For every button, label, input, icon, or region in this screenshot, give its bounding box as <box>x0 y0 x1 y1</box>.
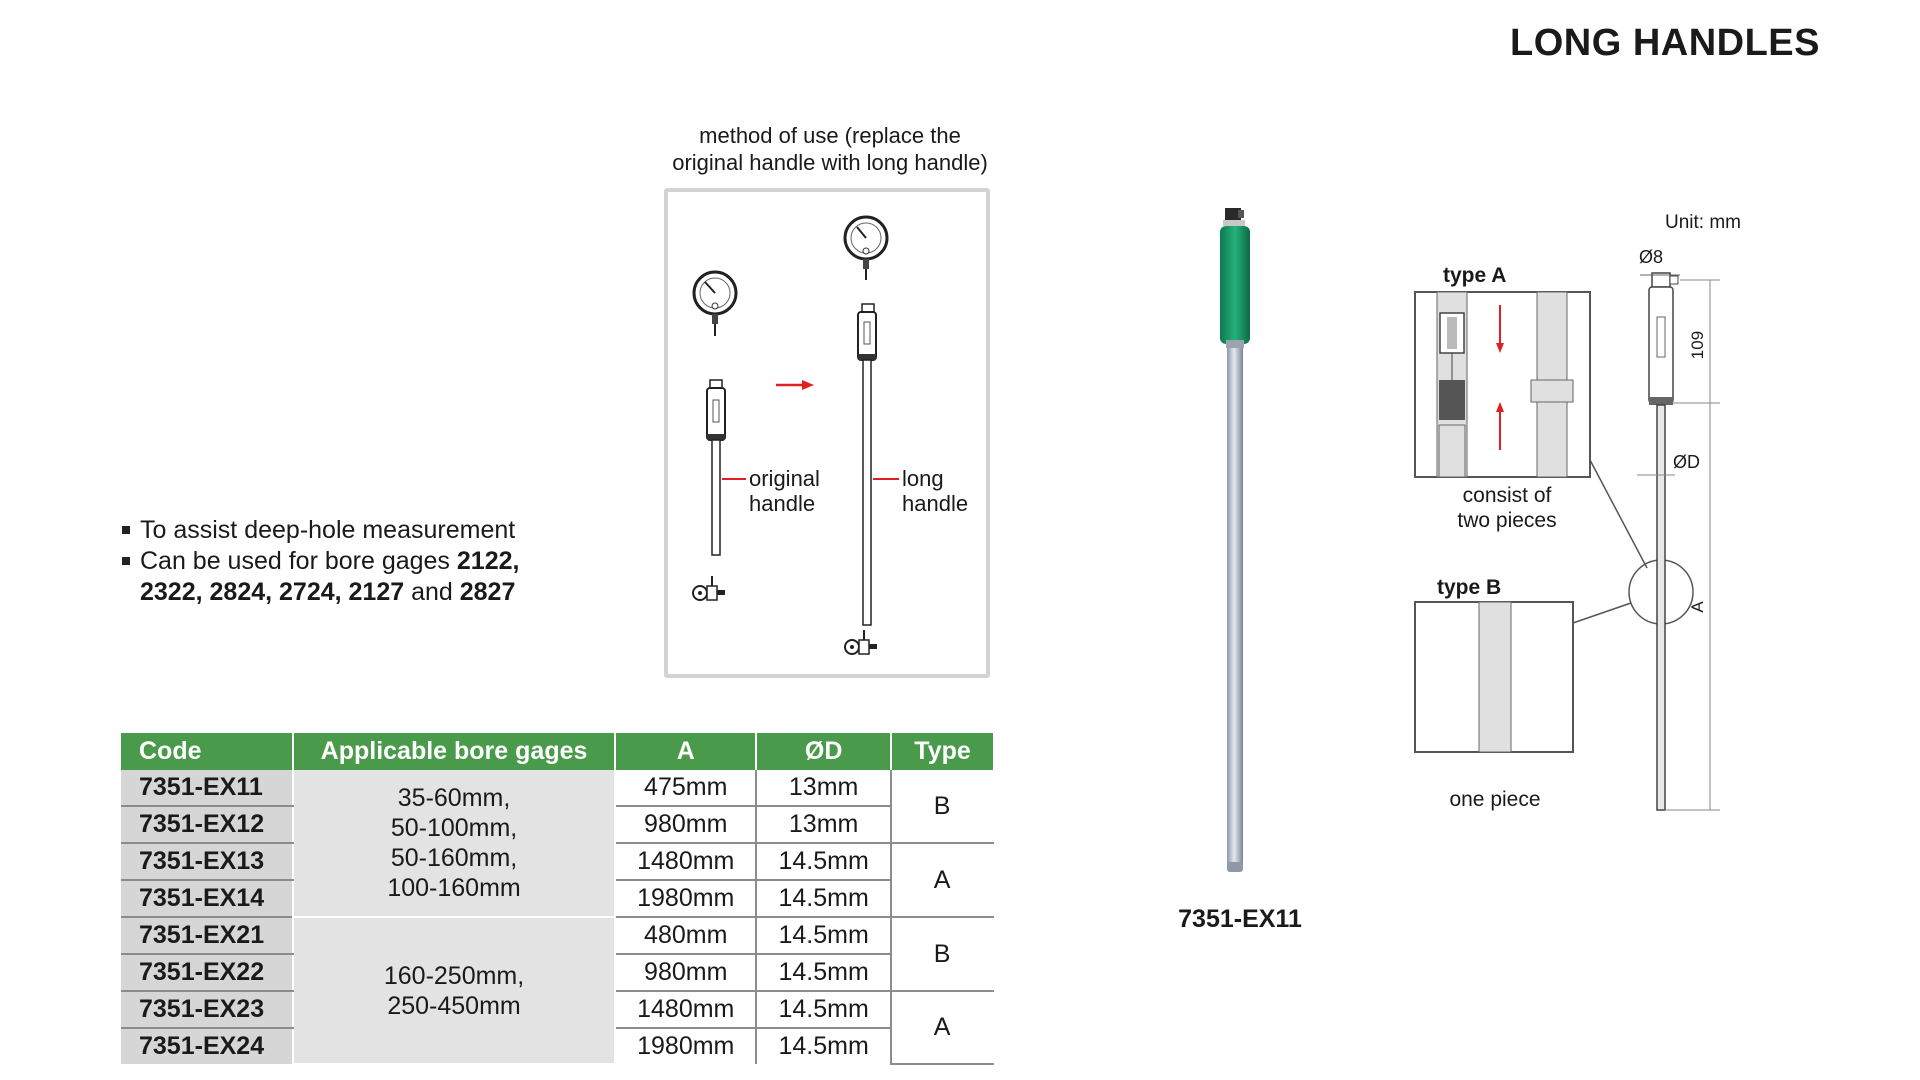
dim-top-label: Ø8 <box>1639 247 1664 267</box>
d-cell: 14.5mm <box>756 917 891 954</box>
header-type: Type <box>891 733 993 770</box>
gage-range: 50-100mm, <box>390 814 518 842</box>
long-handle-label-1: long <box>902 466 944 491</box>
feature-text-2-and: and <box>404 578 460 606</box>
header-a: A <box>615 733 756 770</box>
table-header-row <box>121 733 993 770</box>
code-cell: 7351-EX14 <box>121 880 293 917</box>
header-code: Code <box>121 733 293 770</box>
type-cell: A <box>891 991 993 1064</box>
code-cell: 7351-EX11 <box>121 770 293 806</box>
code-cell: 7351-EX24 <box>121 1028 293 1064</box>
d-cell: 14.5mm <box>756 1028 891 1064</box>
dim-109-label: 109 <box>1688 330 1707 360</box>
spec-table <box>121 733 994 1065</box>
a-cell: 980mm <box>615 806 756 843</box>
d-cell: 13mm <box>756 770 891 806</box>
method-illustration <box>664 188 994 682</box>
dim-a-label: A <box>1688 601 1707 613</box>
gage-range: 250-450mm <box>387 991 521 1020</box>
dial-indicator-icon-left <box>694 272 736 336</box>
type-a-caption-1: consist of <box>1462 484 1552 507</box>
code-cell: 7351-EX22 <box>121 954 293 991</box>
method-caption <box>640 122 1020 176</box>
type-a-caption-2: two pieces <box>1457 509 1557 532</box>
long-handle-label-2: handle <box>902 491 969 516</box>
a-cell: 1480mm <box>615 991 756 1028</box>
dimension-drawing <box>1395 205 1770 835</box>
type-a-label: type A <box>1443 264 1507 287</box>
bullet-square-icon <box>122 557 130 565</box>
original-handle-label-2: handle <box>749 491 816 516</box>
a-cell: 475mm <box>615 770 756 806</box>
replace-arrow-icon <box>776 380 814 390</box>
feature-item <box>120 515 519 546</box>
d-cell: 14.5mm <box>756 991 891 1028</box>
d-cell: 14.5mm <box>756 843 891 880</box>
table-row <box>121 917 993 954</box>
page-title: LONG HANDLES <box>1510 22 1820 64</box>
gage-range: 160-250mm, <box>383 961 525 990</box>
gage-range: 35-60mm, <box>397 784 511 812</box>
feature-text-2-bold1: 2122, <box>456 547 520 575</box>
a-cell: 1980mm <box>615 880 756 917</box>
d-cell: 13mm <box>756 806 891 843</box>
table-row <box>121 770 993 806</box>
gages-cell-group2 <box>293 917 616 1064</box>
dial-indicator-icon-right <box>845 217 887 280</box>
photo-label: 7351-EX11 <box>1178 905 1302 933</box>
a-cell: 480mm <box>615 917 756 954</box>
gage-range: 50-160mm, <box>390 844 518 872</box>
original-handle-drawing <box>693 380 746 600</box>
gage-range: 100-160mm <box>387 874 521 902</box>
header-d: ØD <box>756 733 891 770</box>
feature-item <box>120 546 519 577</box>
method-caption-line2: original handle with long handle) <box>672 150 988 175</box>
type-b-label: type B <box>1437 576 1502 599</box>
feature-list <box>120 515 519 608</box>
a-cell: 1980mm <box>615 1028 756 1064</box>
type-cell: B <box>891 770 993 843</box>
header-gages: Applicable bore gages <box>293 733 616 770</box>
feature-text-2-bold2: 2827 <box>459 578 516 606</box>
code-cell: 7351-EX13 <box>121 843 293 880</box>
d-cell: 14.5mm <box>756 880 891 917</box>
original-handle-label-1: original <box>749 466 820 491</box>
method-caption-line1: method of use (replace the <box>699 123 961 148</box>
long-handle-photo <box>1200 200 1270 880</box>
type-cell: B <box>891 917 993 991</box>
gages-cell-group1 <box>293 770 616 917</box>
type-b-caption: one piece <box>1449 788 1541 811</box>
a-cell: 980mm <box>615 954 756 991</box>
d-cell: 14.5mm <box>756 954 891 991</box>
bullet-square-icon <box>122 526 130 534</box>
code-cell: 7351-EX23 <box>121 991 293 1028</box>
unit-label: Unit: mm <box>1665 212 1741 233</box>
feature-text-2-prefix: Can be used for bore gages <box>140 547 457 575</box>
code-cell: 7351-EX12 <box>121 806 293 843</box>
long-handle-drawing <box>845 304 899 654</box>
feature-text-2 <box>140 546 519 577</box>
type-cell: A <box>891 843 993 917</box>
dim-d-label: ØD <box>1673 452 1700 472</box>
feature-text-2-line2: 2322, 2824, 2724, 2127 <box>140 578 405 606</box>
feature-text-2-continued <box>120 577 519 608</box>
a-cell: 1480mm <box>615 843 756 880</box>
code-cell: 7351-EX21 <box>121 917 293 954</box>
feature-text-1: To assist deep-hole measurement <box>140 516 516 544</box>
